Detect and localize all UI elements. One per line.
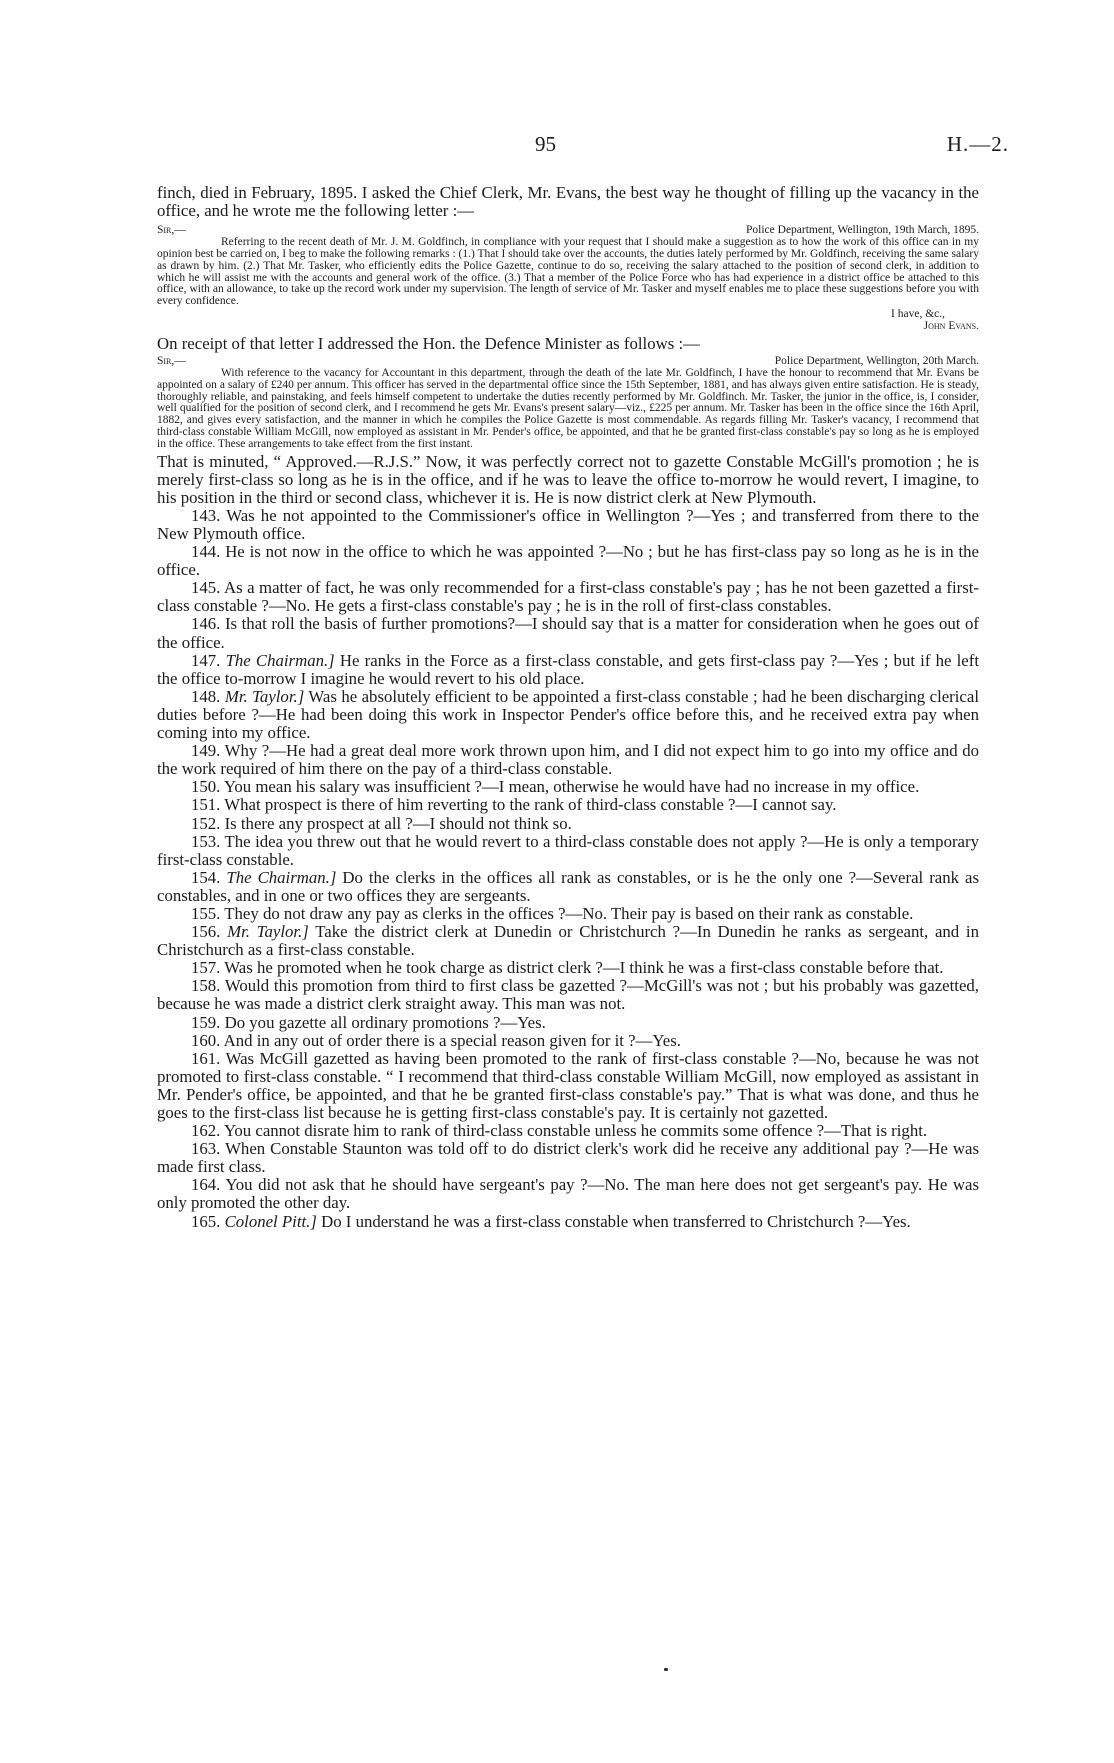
question-text: Do you gazette all ordinary promotions ?—Yes. [224, 1012, 546, 1032]
question-paragraph [157, 905, 979, 923]
question-number: 158. [191, 976, 221, 996]
question-paragraph [157, 923, 979, 959]
question-paragraph [157, 1014, 979, 1032]
letter-salutation: Sir,— [157, 224, 186, 237]
question-paragraph [157, 652, 979, 688]
question-text: The idea you threw out that he would revert to a third-class constable does not apply ?—He is only a temporary first-class constable. [157, 831, 979, 869]
question-paragraph [157, 1050, 979, 1122]
question-paragraph [157, 688, 979, 742]
question-number: 146. [191, 614, 221, 634]
question-text: Was he not appointed to the Commissioner's office in Wellington ?—Yes ; and transferred from there to the New Plymouth office. [157, 505, 979, 544]
question-text: And in any out of order there is a special reason given for it ?—Yes. [223, 1030, 681, 1050]
question-paragraph [157, 507, 979, 543]
question-text: He ranks in the Force as a first-class constable, and gets first-class pay ?—Yes ; but if he left the office to-morrow I imagine he would revert to his old place. [157, 650, 979, 688]
question-number: 157. [191, 958, 221, 978]
page-number: 95 [535, 132, 556, 156]
question-paragraph [157, 959, 979, 977]
question-number: 147. [191, 650, 221, 670]
question-number: 162. [191, 1121, 221, 1141]
question-text: Was he promoted when he took charge as district clerk ?—I think he was a first-class constable before that. [224, 958, 944, 978]
question-text: You mean his salary was insufficient ?—I mean, otherwise he would have had no increase in my office. [223, 777, 920, 797]
speaker-label: The Chairman.] [226, 867, 337, 887]
letter-closing: I have, &c., [891, 307, 945, 320]
question-paragraph [157, 869, 979, 905]
question-text: Is there any prospect at all ?—I should not think so. [224, 813, 572, 833]
question-text: Do I understand he was a first-class constable when transferred to Christchurch ?—Yes. [321, 1211, 911, 1231]
question-paragraph [157, 778, 979, 796]
question-number: 143. [191, 505, 221, 525]
question-paragraph [157, 543, 979, 579]
question-paragraph [157, 1140, 979, 1176]
question-paragraph [157, 977, 979, 1013]
minuted-paragraph: That is minuted, “ Approved.—R.J.S.” Now, it was perfectly correct not to gazette Constable McGill's promotion ; he is merely first-class so long as he is in the office, and if he was to leave the office to-morrow he would revert, I imagine, to his position in the third or second class, whichever it is. He is now district clerk at New Plymouth. [157, 451, 979, 507]
question-text: He is not now in the office to which he was appointed ?—No ; but he has first-class pay so long as he is in the office. [157, 542, 979, 580]
speaker-label: Colonel Pitt.] [224, 1211, 317, 1231]
question-text: You did not ask that he should have sergeant's pay ?—No. The man here does not get sergeant's pay. He was only promoted the other day. [157, 1175, 979, 1213]
question-paragraph [157, 796, 979, 814]
question-number: 154. [191, 867, 221, 887]
speaker-label: Mr. Taylor.] [224, 686, 305, 706]
question-text: Would this promotion from third to first class be gazetted ?—McGill's was not ; but his probably was gazetted, because he was made a district clerk straight away. This man was not. [157, 976, 979, 1014]
question-number: 155. [191, 903, 221, 923]
question-text: Was he absolutely efficient to be appointed a first-class constable ; had he been discharging clerical duties before ?—He had been doing this work in Inspector Pender's office before this, and he received extra pay when coming into my office. [157, 686, 979, 743]
question-paragraph [157, 1213, 979, 1231]
question-text: Was McGill gazetted as having been promoted to the rank of first-class constable ?—No, because he was not promoted to first-class constable. “ I recommend that third-class constable William McGill, now employed as assistant in Mr. Pender's office, be appointed, and that he be granted first-class constable's pay.” That is what was done, and thus he goes to the first-class list because he is getting first-class constable's pay. It is certainly not gazetted. [157, 1048, 979, 1123]
question-text: Take the district clerk at Dunedin or Christchurch ?—In Dunedin he ranks as sergeant, and in Christchurch as a first-class constable. [157, 922, 979, 960]
question-number: 145. [191, 578, 221, 598]
speaker-label: The Chairman.] [225, 650, 335, 670]
question-text: They do not draw any pay as clerks in the offices ?—No. Their pay is based on their rank as constable. [224, 903, 914, 923]
question-text: Why ?—He had a great deal more work thrown upon him, and I did not expect him to go into my office and do the work required of him there on the pay of a third-class constable. [157, 741, 979, 779]
question-paragraph [157, 833, 979, 869]
question-paragraph [157, 615, 979, 651]
stray-mark [664, 1668, 668, 1671]
letter-evans [157, 224, 979, 333]
question-number: 150. [191, 777, 221, 797]
question-text: When Constable Staunton was told off to do district clerk's work did he receive any additional pay ?—He was made first class. [157, 1139, 979, 1177]
question-number: 159. [191, 1012, 221, 1032]
question-number: 163. [191, 1139, 221, 1159]
question-number: 148. [191, 686, 221, 706]
question-number: 160. [191, 1030, 221, 1050]
question-number: 152. [191, 813, 221, 833]
document-reference: H.—2. [946, 132, 1009, 156]
page-body [157, 184, 979, 1231]
question-paragraph [157, 815, 979, 833]
question-paragraph [157, 1122, 979, 1140]
question-text: You cannot disrate him to rank of third-class constable unless he commits some offence ?—That is right. [223, 1121, 928, 1141]
opening-paragraph: finch, died in February, 1895. I asked the Chief Clerk, Mr. Evans, the best way he thought of filling up the vacancy in the office, and he wrote me the following letter :— [157, 183, 979, 221]
letter-body: Referring to the recent death of Mr. J. M. Goldfinch, in compliance with your request that I should make a suggestion as to how the work of this office can in my opinion best be carried on, I beg to make the following remarks : (1.) That I should take over the accounts, the duties lately performed by Mr. Goldfinch, receiving the same salary as drawn by him. (2.) That Mr. Tasker, who efficiently edits the Police Gazette, continue to do so, receiving the salary attached to the position of second clerk, in addition to which he will assist me with the accounts and general work of the office. (3.) That a member of the Police Force who has had experience in a district office be attached to this office, with an allowance, to take up the record work under my supervision. The length of service of Mr. Tasker and myself enables me to place these suggestions before you with every confidence. [157, 236, 979, 308]
question-number: 156. [191, 922, 221, 942]
letter-address: Police Department, Wellington, 20th March. [774, 355, 979, 368]
speaker-label: Mr. Taylor.] [227, 922, 309, 942]
question-paragraph [157, 579, 979, 615]
question-paragraph [157, 1176, 979, 1212]
question-text: As a matter of fact, he was only recommended for a first-class constable's pay ; has he not been gazetted a first-class constable ?—No. He gets a first-class constable's pay ; he is in the roll of first-class constables. [157, 578, 979, 616]
question-paragraph [157, 742, 979, 778]
question-number: 161. [191, 1048, 221, 1068]
question-text: Is that roll the basis of further promotions?—I should say that is a matter for consideration when he goes out of the office. [157, 614, 980, 652]
letter-minister [157, 355, 979, 451]
page-header [0, 132, 1114, 162]
question-number: 144. [191, 542, 221, 562]
question-number: 149. [191, 741, 221, 761]
question-text: What prospect is there of him reverting to the rank of third-class constable ?—I cannot say. [224, 795, 837, 815]
letter-salutation: Sir,— [157, 355, 186, 368]
transition-paragraph: On receipt of that letter I addressed the Hon. the Defence Minister as follows :— [157, 333, 700, 353]
question-number: 151. [191, 795, 221, 815]
question-number: 164. [191, 1175, 221, 1195]
question-text: Do the clerks in the offices all rank as constables, or is he the only one ?—Several rank as constables, and in one or two offices they are sergeants. [157, 867, 979, 905]
questions-list [157, 507, 979, 1231]
question-number: 153. [191, 831, 221, 851]
question-number: 165. [191, 1211, 221, 1231]
question-paragraph [157, 1032, 979, 1050]
letter-address: Police Department, Wellington, 19th March, 1895. [746, 224, 979, 237]
letter-body: With reference to the vacancy for Accountant in this department, through the death of the late Mr. Goldfinch, I have the honour to recommend that Mr. Evans be appointed on a salary of £240 per annum. This officer has served in the departmental office since the 15th September, 1881, and has always given entire satisfaction. He is steady, thoroughly reliable, and painstaking, and feels himself competent to undertake the duties recently performed by Mr. Goldfinch. Mr. Tasker, the junior in the office, is, I consider, well qualified for the position of second clerk, and I recommend he gets Mr. Evans's present salary—viz., £225 per annum. Mr. Tasker has been in the office since the 16th April, 1882, and gives every satisfaction, and the manner in which he compiles the Police Gazette is most commendable. As regards filling Mr. Tasker's vacancy, I recommend that third-class constable William McGill, now employed as assistant in Mr. Pender's office, be appointed, and that he be granted first-class constable's pay so long as he is employed in the office. These arrangements to take effect from the first instant. [157, 367, 979, 450]
letter-signature: John Evans. [923, 320, 979, 333]
